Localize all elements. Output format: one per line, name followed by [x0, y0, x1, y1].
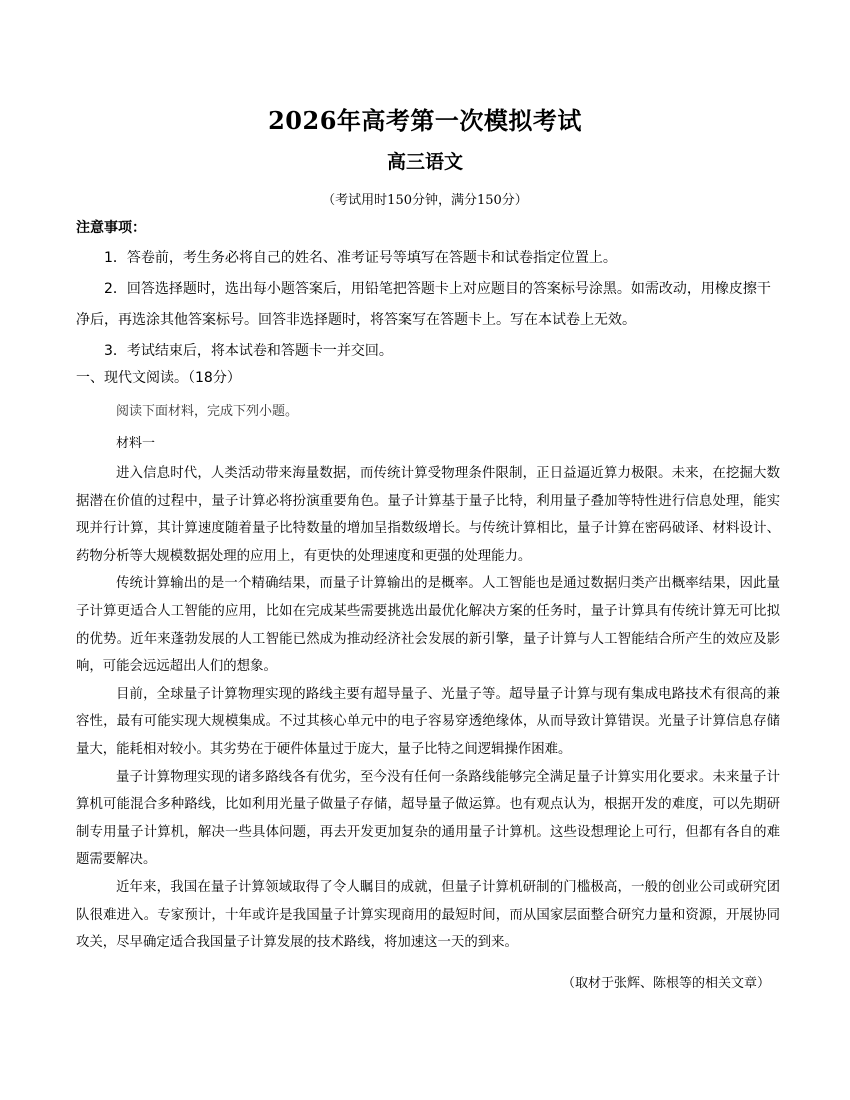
- article-paragraph: 传统计算输出的是一个精确结果，而量子计算输出的是概率。人工智能也是通过数据归类产出概率结果，因此量子计算更适合人工智能的应用，比如在完成某些需要挑选出最优化解决方案的任务时，量子计算具有传统计算无可比拟的优势。近年来蓬勃发展的人工智能已然成为推动经济社会发展的新引擎，量子计算与人工智能结合所产生的效应及影响，可能会远远超出人们的想象。: [76, 576, 780, 675]
- notice-item-2: [76, 274, 776, 336]
- subject-title: 高三语文: [386, 151, 463, 173]
- notice-heading: 注意事项：: [76, 220, 146, 236]
- notice-item-1: [76, 243, 776, 274]
- article-paragraph: 量子计算物理实现的诸多路线各有优劣，至今没有任何一条路线能够完全满足量子计算实用化要求。未来量子计算机可能混合多种路线，比如利用光量子做量子存储，超导量子做运算。也有观点认为，根据开发的难度，可以先期研制专用量子计算机，解决一些具体问题，再去开发更加复杂的通用量子计算机。这些设想理论上可行，但都有各自的难题需要解决。: [76, 769, 780, 868]
- notice-item-3: [76, 336, 776, 367]
- article-paragraph: 进入信息时代，人类活动带来海量数据，而传统计算受物理条件限制，正日益逼近算力极限。未来，在挖掘大数据潜在价值的过程中，量子计算必将扮演重要角色。量子计算基于量子比特，利用量子叠加等特性进行信息处理，能实现并行计算，其计算速度随着量子比特数量的增加呈指数级增长。与传统计算相比，量子计算在密码破译、材料设计、药物分析等大规模数据处理的应用上，有更快的处理速度和更强的处理能力。: [76, 466, 780, 564]
- notice-item-text: 1．答卷前，考生务必将自己的姓名、准考证号等填写在答题卡和试卷指定位置上。: [104, 250, 617, 266]
- article-paragraph: 目前，全球量子计算物理实现的路线主要有超导量子、光量子等。超导量子计算与现有集成电路技术有很高的兼容性，最有可能实现大规模集成。不过其核心单元中的电子容易穿透绝缘体，从而导致计算错误。光量子计算信息存储量大，能耗相对较小。其劣势在于硬件体量过于庞大，量子比特之间逻辑操作困难。: [76, 686, 780, 757]
- page-title: 2026年高考第一次模拟考试: [268, 106, 582, 135]
- section-heading: 一、现代文阅读。（18分）: [76, 370, 241, 386]
- material-label: 材料一: [116, 436, 156, 451]
- article-paragraph: 近年来，我国在量子计算领域取得了令人瞩目的成就，但量子计算机研制的门槛极高，一般的创业公司或研究团队很难进入。专家预计，十年或许是我国量子计算实现商用的最短时间，而从国家层面整合研究力量和资源，开展协同攻关，尽早确定适合我国量子计算发展的技术路线，将加速这一天的到来。: [76, 879, 780, 951]
- notice-item-text: 3．考试结束后，将本试卷和答题卡一并交回。: [104, 343, 393, 359]
- source-citation: （取材于张辉、陈根等的相关文章）: [561, 976, 770, 991]
- reading-instruction: 阅读下面材料，完成下列小题。: [116, 404, 299, 419]
- notice-item-text: 2．回答选择题时，选出每小题答案后，用铅笔把答题卡上对应题目的答案标号涂黑。如需改动，用橡皮擦干净后，再选涂其他答案标号。回答非选择题时，将答案写在答题卡上。写在本试卷上无效。: [76, 281, 771, 328]
- article-body: [76, 460, 780, 957]
- exam-info: （考试用时150分钟，满分150分）: [322, 193, 528, 208]
